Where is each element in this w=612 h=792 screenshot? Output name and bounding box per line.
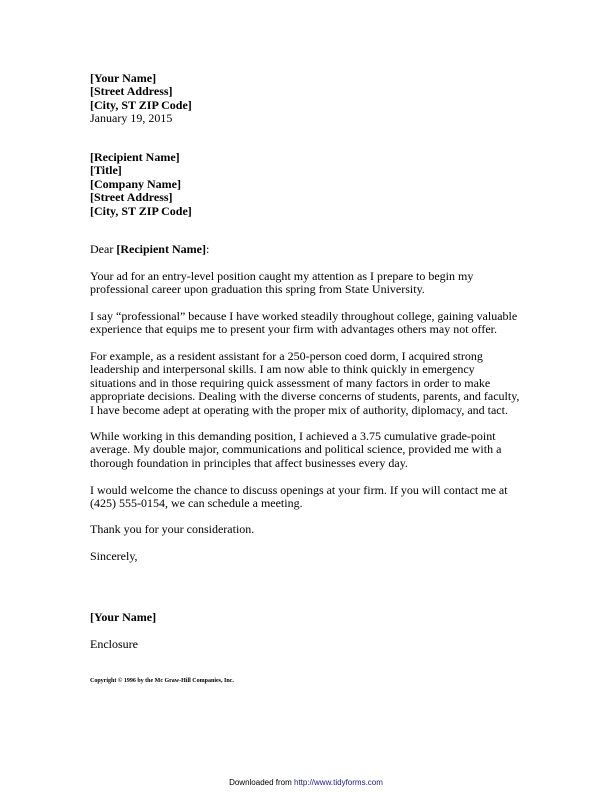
paragraph-line: I would welcome the chance to discuss openings at your firm. If you will contact me at	[90, 483, 508, 497]
recipient-street: [Street Address]	[90, 190, 173, 205]
enclosure-line	[90, 638, 522, 651]
paragraph-line: experience that equips me to present your firm with advantages others may not offer.	[90, 322, 497, 337]
salutation	[90, 243, 522, 256]
paragraph-contact	[90, 484, 522, 511]
paragraph-intro	[90, 270, 522, 297]
sender-street: [Street Address]	[90, 84, 173, 99]
recipient-title: [Title]	[90, 163, 122, 178]
copyright-notice: Copyright © 1996 by the Mc Graw-Hill Companies, Inc.	[90, 678, 234, 684]
sender-name: [Your Name]	[90, 71, 157, 85]
paragraph-line: While working in this demanding position, I achieved a 3.75 cumulative grade-point	[90, 429, 496, 443]
sender-block	[90, 72, 522, 126]
recipient-company: [Company Name]	[90, 176, 181, 191]
recipient-city: [City, ST ZIP Code]	[90, 203, 192, 218]
paragraph-line: thorough foundation in principles that affect businesses every day.	[90, 455, 408, 470]
enclosure-text: Enclosure	[90, 637, 138, 651]
paragraph-line: (425) 555-0154, we can schedule a meeting.	[90, 496, 303, 511]
salutation-suffix: :	[205, 242, 210, 256]
signature-name: [Your Name]	[90, 610, 157, 624]
paragraph-line: appropriate decisions. Dealing with the diverse concerns of students, parents, and faculty,	[90, 389, 520, 404]
closing	[90, 550, 522, 563]
paragraph-line: I have become adept at operating with the proper mix of authority, diplomacy, and tact.	[90, 402, 508, 417]
sender-city: [City, ST ZIP Code]	[90, 97, 192, 112]
recipient-block	[90, 151, 522, 218]
letter-date: January 19, 2015	[90, 111, 173, 126]
paragraph-professional	[90, 310, 522, 337]
footer-prefix: Downloaded from	[229, 778, 294, 787]
closing-text: Sincerely,	[90, 549, 138, 563]
paragraph-line: For example, as a resident assistant for a 250-person coed dorm, I acquired strong	[90, 349, 483, 363]
paragraph-line: professional career upon graduation this spring from State University.	[90, 282, 425, 297]
paragraph-line: Your ad for an entry-level position caught my attention as I prepare to begin my	[90, 269, 474, 283]
paragraph-achievement	[90, 430, 522, 470]
paragraph-line: I say “professional” because I have worked steadily throughout college, gaining valuable	[90, 309, 518, 323]
paragraph-line: leadership and interpersonal skills. I am now able to think quickly in emergency	[90, 362, 475, 377]
paragraph-thanks	[90, 523, 522, 536]
footer-link[interactable]: http://www.tidyforms.com	[294, 778, 383, 787]
paragraph-line: Thank you for your consideration.	[90, 522, 255, 536]
salutation-recipient: [Recipient Name]	[116, 242, 206, 256]
salutation-prefix: Dear	[90, 242, 117, 256]
paragraph-line: situations and in those requiring quick assessment of many factors in order to make	[90, 375, 491, 390]
paragraph-line: average. My double major, communications and political science, provided me with a	[90, 442, 502, 457]
paragraph-example	[90, 350, 522, 417]
download-footer	[0, 778, 612, 788]
recipient-name: [Recipient Name]	[90, 150, 180, 164]
signature-block	[90, 611, 522, 624]
